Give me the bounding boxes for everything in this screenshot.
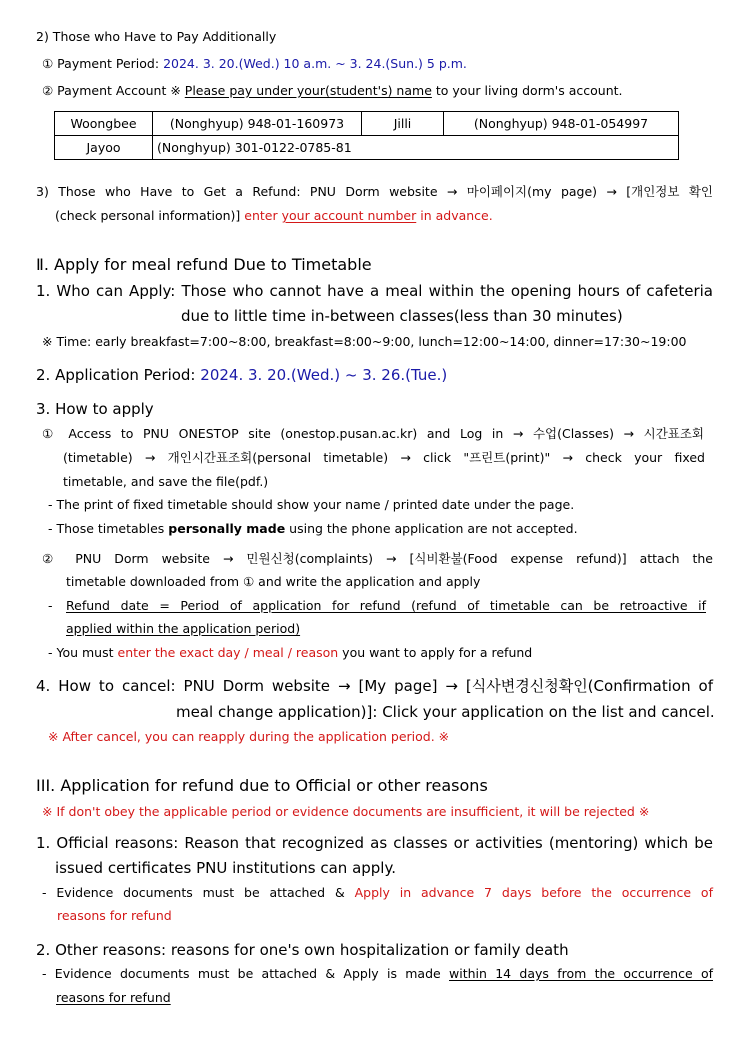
- dorm-account-cell: (Nonghyup) 301-0122-0785-81: [153, 136, 679, 160]
- must-enter-rest: you want to apply for a refund: [342, 645, 533, 660]
- other-reasons-line: 2. Other reasons: reasons for one's own hospitalization or family death: [36, 941, 569, 959]
- payment-account-note-underlined: Please pay under your(student's) name: [184, 83, 432, 98]
- official-evidence-red-2: reasons for refund: [57, 908, 172, 923]
- payment-account-line: [42, 83, 623, 98]
- dorm-name-cell: Jilli: [362, 112, 444, 136]
- other-evidence-underlined-2: reasons for refund: [56, 990, 171, 1005]
- payment-period-value: 2024. 3. 20.(Wed.) 10 a.m. ~ 3. 24.(Sun.) 5 p.m.: [163, 56, 467, 71]
- how-to-cancel-line-1: 4. How to cancel: PNU Dorm website → [My page] → [식사변경신청확인(Confirmation of: [36, 677, 713, 695]
- meal-time-note: ※ Time: early breakfast=7:00~8:00, breakfast=8:00~9:00, lunch=12:00~14:00, dinner=17:30~19:00: [42, 334, 687, 349]
- how-to-cancel-line-2: meal change application)]: Click your application on the list and cancel.: [176, 703, 715, 721]
- cancel-note: ※ After cancel, you can reapply during the application period. ※: [48, 729, 450, 744]
- phone-app-note: [48, 521, 578, 536]
- step-1-line-2: (timetable) → 개인시간표조회(personal timetable) → click "프린트(print)" → check your fixed: [63, 450, 705, 465]
- application-period-line: [36, 366, 447, 384]
- must-enter-red: enter the exact day / meal / reason: [117, 645, 339, 660]
- refund-account-number: your account number: [281, 208, 417, 223]
- payment-period-line: [42, 56, 467, 71]
- who-can-apply-line-2: due to little time in-between classes(less than 30 minutes): [181, 307, 623, 325]
- refund-date-line-2: applied within the application period): [66, 621, 301, 636]
- refund-line-1: 3) Those who Have to Get a Refund: PNU Dorm website → 마이페이지(my page) → [개인정보 확인: [36, 184, 713, 199]
- how-to-apply-title: 3. How to apply: [36, 400, 154, 418]
- official-evidence-red-1: Apply in advance 7 days before the occurrence of: [354, 885, 713, 900]
- dorm-account-cell: (Nonghyup) 948-01-160973: [153, 112, 362, 136]
- step-2-line-2: timetable downloaded from ① and write the application and apply: [66, 574, 481, 589]
- payment-period-label: ① Payment Period:: [42, 56, 160, 71]
- phone-app-note-bold: personally made: [168, 521, 286, 536]
- phone-app-note-start: - Those timetables: [48, 521, 165, 536]
- application-period-value: 2024. 3. 20.(Wed.) ~ 3. 26.(Tue.): [200, 366, 448, 384]
- refund-enter: enter: [244, 208, 278, 223]
- must-enter-start: - You must: [48, 645, 114, 660]
- section-3-title: III. Application for refund due to Official or other reasons: [36, 776, 488, 795]
- other-evidence-line-1: [42, 966, 713, 981]
- step-1-line-3: timetable, and save the file(pdf.): [63, 474, 269, 489]
- dorm-name-cell: Woongbee: [55, 112, 153, 136]
- refund-line-2: [55, 208, 493, 223]
- refund-date-line-1: Refund date = Period of application for refund (refund of timetable can be retroactive if: [66, 598, 706, 613]
- official-evidence-line-1: [42, 885, 713, 900]
- print-note: - The print of fixed timetable should show your name / printed date under the page.: [48, 497, 575, 512]
- step-2-line-1: ② PNU Dorm website → 민원신청(complaints) → [식비환불(Food expense refund)] attach the: [42, 551, 713, 566]
- official-evidence-start: - Evidence documents must be attached &: [42, 885, 345, 900]
- table-row: [55, 112, 679, 136]
- rejection-warning: ※ If don't obey the applicable period or evidence documents are insufficient, it will be rejected ※: [42, 804, 650, 819]
- other-evidence-underlined-1: within 14 days from the occurrence of: [449, 966, 713, 981]
- section-2-title: Ⅱ. Apply for meal refund Due to Timetable: [36, 255, 372, 274]
- dorm-account-cell: (Nonghyup) 948-01-054997: [444, 112, 679, 136]
- phone-app-note-rest: using the phone application are not accepted.: [289, 521, 578, 536]
- step-1-line-1: ① Access to PNU ONESTOP site (onestop.pusan.ac.kr) and Log in → 수업(Classes) → 시간표조회: [42, 426, 704, 441]
- other-evidence-start: - Evidence documents must be attached & Apply is made: [42, 966, 441, 981]
- dorm-account-table: [54, 111, 679, 160]
- must-enter-line: [48, 645, 532, 660]
- refund-line-2-start: (check personal information)]: [55, 208, 241, 223]
- application-period-label: 2. Application Period:: [36, 366, 196, 384]
- refund-date-dash: -: [48, 598, 53, 613]
- official-reasons-line-2: issued certificates PNU institutions can apply.: [55, 859, 396, 877]
- refund-in-advance: in advance.: [420, 208, 493, 223]
- table-row: [55, 136, 679, 160]
- dorm-name-cell: Jayoo: [55, 136, 153, 160]
- who-can-apply-line-1: 1. Who can Apply: Those who cannot have a meal within the opening hours of cafeteria: [36, 282, 713, 300]
- payment-account-note-rest: to your living dorm's account.: [435, 83, 623, 98]
- payment-account-label: ② Payment Account ※: [42, 83, 181, 98]
- pay-section-heading: 2) Those who Have to Pay Additionally: [36, 29, 277, 44]
- official-reasons-line-1: 1. Official reasons: Reason that recognized as classes or activities (mentoring) which be: [36, 834, 713, 852]
